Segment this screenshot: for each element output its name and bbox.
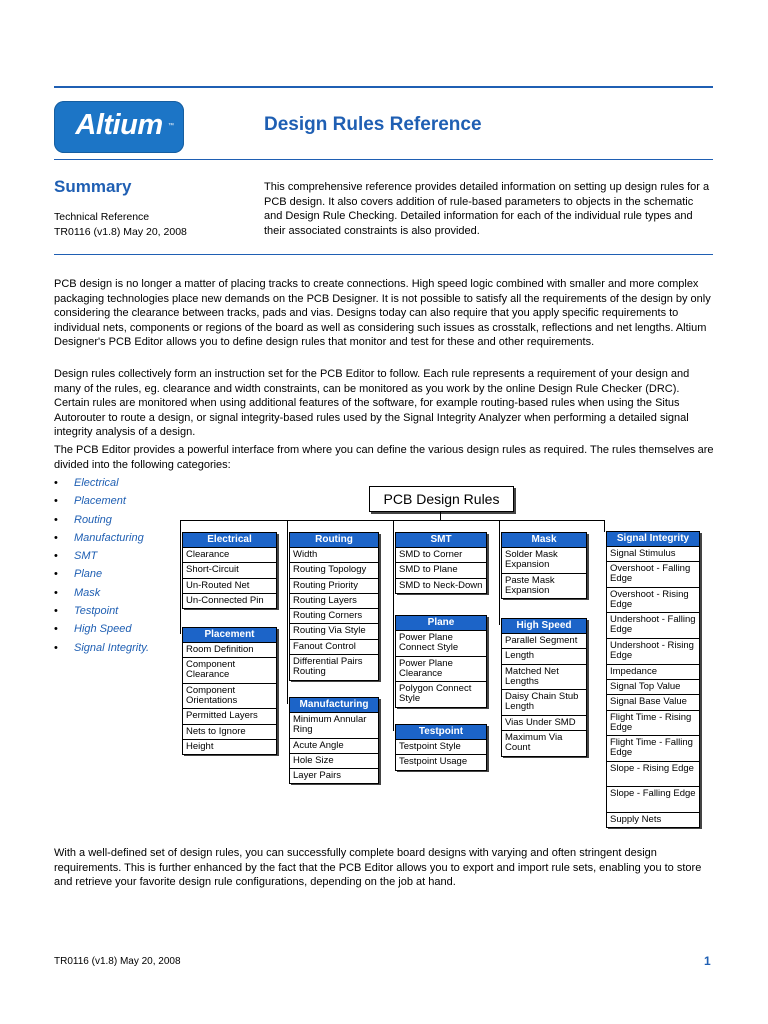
paragraph-conclusion: With a well-defined set of design rules, you can successfully complete board designs with varying and often stringent design requirements. This is further enhanced by the fact that the PCB Editor allows you to export and import rule sets, enabling you to store and retrieve your favorite design rule configurations, depending on the job at hand.: [54, 847, 702, 888]
rule-item: Routing Priority: [289, 579, 379, 594]
category-header-mask: Mask: [501, 532, 587, 548]
rule-item: Component Orientations: [182, 684, 277, 710]
paragraph-intro: PCB design is no longer a matter of placing tracks to create connections. High speed logic combined with smaller and more complex packaging technologies place new demands on the PCB Designer. It is not possible to satisfy all the requirements of the design by only considering the clearance between tracks, pads and vias. Designs today can also require that you apply specific requirements to individual nets, components or regions of the board as well as considering such issues as crosstalk, reflections and net lengths. Altium Designer's PCB Editor allows you to define design rules that monitor and test for these and other requirements.: [54, 278, 711, 348]
rule-item: Polygon Connect Style: [395, 682, 487, 708]
category-header-testpoint: Testpoint: [395, 724, 487, 740]
page-number: 1: [704, 954, 711, 968]
group-testpoint: [395, 724, 487, 771]
category-link[interactable]: High Speed: [74, 623, 132, 636]
rule-item: Signal Top Value: [606, 680, 700, 695]
list-item: • Routing: [54, 513, 112, 526]
category-header-manufacturing: Manufacturing: [289, 697, 379, 713]
group-electrical: [182, 532, 277, 609]
category-header-smt: SMT: [395, 532, 487, 548]
rule-item: Vias Under SMD: [501, 716, 587, 731]
category-link[interactable]: Testpoint: [74, 605, 119, 618]
rule-item: Permitted Layers: [182, 709, 277, 724]
group-routing: [289, 532, 379, 681]
rule-item: SMD to Corner: [395, 548, 487, 563]
rule-item: Room Definition: [182, 643, 277, 658]
category-header-placement: Placement: [182, 627, 277, 643]
connector-line: [499, 520, 500, 532]
category-header-plane: Plane: [395, 615, 487, 631]
rule-item: Short-Circuit: [182, 563, 277, 578]
category-link[interactable]: Routing: [74, 513, 112, 526]
rule-item: Slope - Falling Edge: [606, 787, 700, 813]
group-placement: [182, 627, 277, 755]
list-item: • Testpoint: [54, 605, 119, 618]
list-item: • Electrical: [54, 477, 119, 489]
rule-item: Clearance: [182, 548, 277, 563]
rule-item: Maximum Via Count: [501, 731, 587, 757]
rule-item: Routing Via Style: [289, 624, 379, 639]
header-rule: [54, 86, 713, 88]
rule-item: Signal Stimulus: [606, 547, 700, 562]
rule-item: Fanout Control: [289, 640, 379, 655]
rule-item: Matched Net Lengths: [501, 665, 587, 691]
connector-line: [180, 520, 181, 532]
summary-rule: [54, 254, 713, 255]
list-item: • Plane: [54, 568, 103, 581]
rule-item: Impedance: [606, 665, 700, 680]
rule-item: Testpoint Style: [395, 740, 487, 755]
doc-type: Technical Reference: [54, 211, 150, 223]
category-link[interactable]: Manufacturing: [74, 531, 144, 544]
rule-item: Component Clearance: [182, 658, 277, 684]
document-title: Design Rules Reference: [264, 114, 482, 135]
rule-item: Solder Mask Expansion: [501, 548, 587, 574]
rule-item: Routing Layers: [289, 594, 379, 609]
category-link[interactable]: Signal Integrity.: [74, 641, 150, 654]
rule-item: Routing Topology: [289, 563, 379, 578]
list-item: • High Speed: [54, 623, 132, 636]
group-smt: [395, 532, 487, 594]
category-list: [54, 475, 149, 658]
category-link[interactable]: Electrical: [74, 477, 119, 489]
list-item: • Placement: [54, 495, 126, 508]
group-signal-integrity: [606, 531, 700, 828]
rule-item: Signal Base Value: [606, 695, 700, 710]
rule-item: Flight Time - Falling Edge: [606, 736, 700, 762]
category-header-signal-integrity: Signal Integrity: [606, 531, 700, 547]
diagram-root: PCB Design Rules: [369, 486, 514, 512]
list-item: • Manufacturing: [54, 531, 144, 544]
title-rule: [54, 159, 713, 160]
rule-item: SMD to Neck-Down: [395, 579, 487, 594]
connector-line: [440, 512, 441, 520]
list-item: • SMT: [54, 550, 98, 563]
rule-item: Un-Routed Net: [182, 579, 277, 594]
rule-item: Daisy Chain Stub Length: [501, 690, 587, 716]
logo-text: Altium: [75, 109, 163, 141]
paragraph-categories: The PCB Editor provides a powerful interface from where you can define the various design rules as required. The rules themselves are divided into the following categories:: [54, 444, 714, 471]
rule-item: Hole Size: [289, 754, 379, 769]
rule-item: Testpoint Usage: [395, 755, 487, 770]
rule-item: Minimum Annular Ring: [289, 713, 379, 739]
category-link[interactable]: Mask: [74, 586, 101, 599]
rule-item: Height: [182, 740, 277, 755]
rule-item: Width: [289, 548, 379, 563]
rule-item: Acute Angle: [289, 739, 379, 754]
connector-line: [287, 532, 288, 704]
rule-item: Supply Nets: [606, 813, 700, 828]
connector-line: [393, 532, 394, 731]
summary-text: This comprehensive reference provides detailed information on setting up design rules for a PCB design. It also covers addition of rule-based parameters to objects in the schematic and Design Rule Checking. Detailed information for each of the individual rule types and their associated constraints is also provided.: [264, 181, 710, 237]
group-plane: [395, 615, 487, 708]
doc-id: TR0116 (v1.8) May 20, 2008: [54, 226, 187, 238]
rule-item: Flight Time - Rising Edge: [606, 711, 700, 737]
altium-logo: [54, 101, 184, 153]
rule-item: SMD to Plane: [395, 563, 487, 578]
rule-item: Overshoot - Falling Edge: [606, 562, 700, 588]
list-item: • Mask: [54, 586, 101, 599]
paragraph-design-rules: Design rules collectively form an instruction set for the PCB Editor to follow. Each rule represents a requirement of your design and many of the rules, eg. clearance and width constraints, can be monitored as you work by the online Design Rule Checker (DRC). Certain rules are monitored when using additional features of the software, for example routing-based rules when using the Situs Autorouter to route a design, or signal integrity-based rules used by the Signal Integrity Analyzer when performing a detailed signal integrity analysis of a design.: [54, 368, 690, 438]
rule-item: Length: [501, 649, 587, 664]
category-link[interactable]: Placement: [74, 495, 126, 508]
rule-item: Differential Pairs Routing: [289, 655, 379, 681]
rule-item: Power Plane Clearance: [395, 657, 487, 683]
category-link[interactable]: SMT: [74, 550, 98, 563]
rule-item: Power Plane Connect Style: [395, 631, 487, 657]
rule-item: Un-Connected Pin: [182, 594, 277, 609]
connector-line: [499, 532, 500, 625]
category-header-routing: Routing: [289, 532, 379, 548]
category-header-high-speed: High Speed: [501, 618, 587, 634]
rule-item: Nets to Ignore: [182, 725, 277, 740]
rule-item: Slope - Rising Edge: [606, 762, 700, 788]
rule-item: Parallel Segment: [501, 634, 587, 649]
logo-trademark: ™: [168, 123, 174, 129]
connector-line: [180, 532, 181, 634]
rule-item: Routing Corners: [289, 609, 379, 624]
rule-item: Paste Mask Expansion: [501, 574, 587, 600]
rule-item: Overshoot - Rising Edge: [606, 588, 700, 614]
category-header-electrical: Electrical: [182, 532, 277, 548]
rule-item: Undershoot - Falling Edge: [606, 613, 700, 639]
category-link[interactable]: Plane: [74, 568, 103, 581]
rule-item: Layer Pairs: [289, 769, 379, 784]
footer-doc-id: TR0116 (v1.8) May 20, 2008: [54, 956, 181, 967]
connector-line: [604, 520, 605, 532]
connector-line: [287, 520, 288, 532]
list-item: • Signal Integrity.: [54, 641, 150, 654]
rule-item: Undershoot - Rising Edge: [606, 639, 700, 665]
connector-line: [393, 520, 394, 532]
summary-heading: Summary: [54, 177, 132, 196]
group-mask: [501, 532, 587, 599]
group-high-speed: [501, 618, 587, 757]
group-manufacturing: [289, 697, 379, 784]
